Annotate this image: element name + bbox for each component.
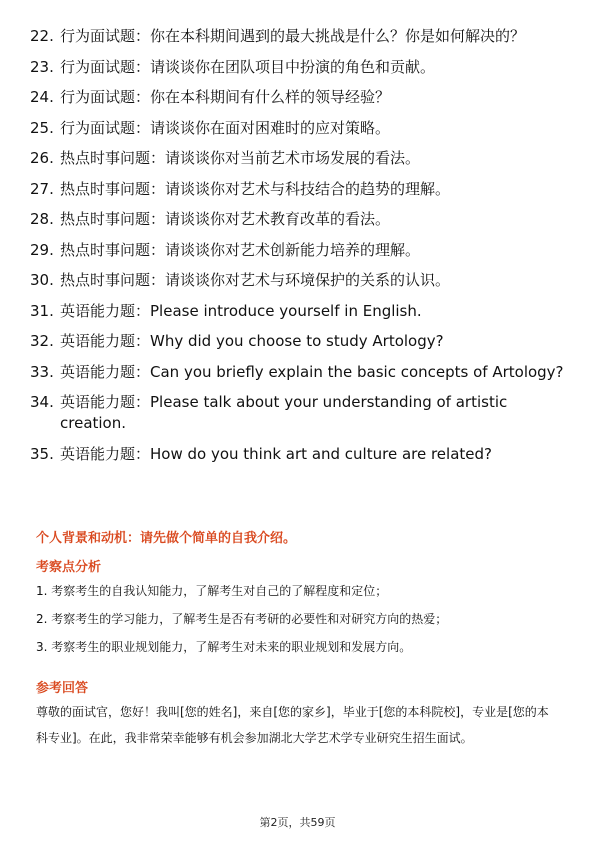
question-item: 34. 英语能力题：Please talk about your understanding of artistic creation.	[30, 393, 508, 432]
question-list	[30, 26, 570, 474]
question-item: 26. 热点时事问题：请谈谈你对当前艺术市场发展的看法。	[30, 149, 421, 167]
analysis-item: 1. 考察考生的自我认知能力，了解考生对自己的了解程度和定位；	[36, 584, 388, 598]
question-item: 24. 行为面试题：你在本科期间有什么样的领导经验？	[30, 88, 391, 106]
section-heading: 个人背景和动机：请先做个简单的自我介绍。	[36, 531, 297, 546]
analysis-title: 考察点分析	[36, 560, 102, 575]
page-footer: 第2页，共59页	[259, 816, 336, 829]
analysis-list	[36, 582, 566, 666]
question-item: 32. 英语能力题：Why did you choose to study Artology?	[30, 332, 444, 350]
question-item: 30. 热点时事问题：请谈谈你对艺术与环境保护的关系的认识。	[30, 271, 451, 289]
question-item: 27. 热点时事问题：请谈谈你对艺术与科技结合的趋势的理解。	[30, 179, 451, 198]
question-item: 33. 英语能力题：Can you briefly explain the basic concepts of Artology?	[30, 362, 564, 381]
answer-title: 参考回答	[36, 681, 89, 696]
question-item: 25. 行为面试题：请谈谈你在面对困难时的应对策略。	[30, 118, 391, 137]
question-item: 22. 行为面试题：你在本科期间遇到的最大挑战是什么？你是如何解决的？	[30, 27, 526, 45]
analysis-item: 3. 考察考生的职业规划能力，了解考生对未来的职业规划和发展方向。	[36, 640, 412, 654]
question-item: 28. 热点时事问题：请谈谈你对艺术教育改革的看法。	[30, 210, 391, 228]
analysis-item: 2. 考察考生的学习能力，了解考生是否有考研的必要性和对研究方向的热爱；	[36, 612, 448, 626]
question-item: 23. 行为面试题：请谈谈你在团队项目中扮演的角色和贡献。	[30, 57, 436, 76]
question-item: 31. 英语能力题：Please introduce yourself in English.	[30, 301, 422, 320]
question-item: 29. 热点时事问题：请谈谈你对艺术创新能力培养的理解。	[30, 240, 421, 259]
answer-text: 尊敬的面试官，您好！我叫[您的姓名]，来自[您的家乡]，毕业于[您的本科院校]，专业是[您的本科专业]。在此，我非常荣幸能够有机会参加湖北大学艺术学专业研究生招生面试。	[36, 705, 549, 745]
question-item: 35. 英语能力题：How do you think art and culture are related?	[30, 444, 492, 463]
